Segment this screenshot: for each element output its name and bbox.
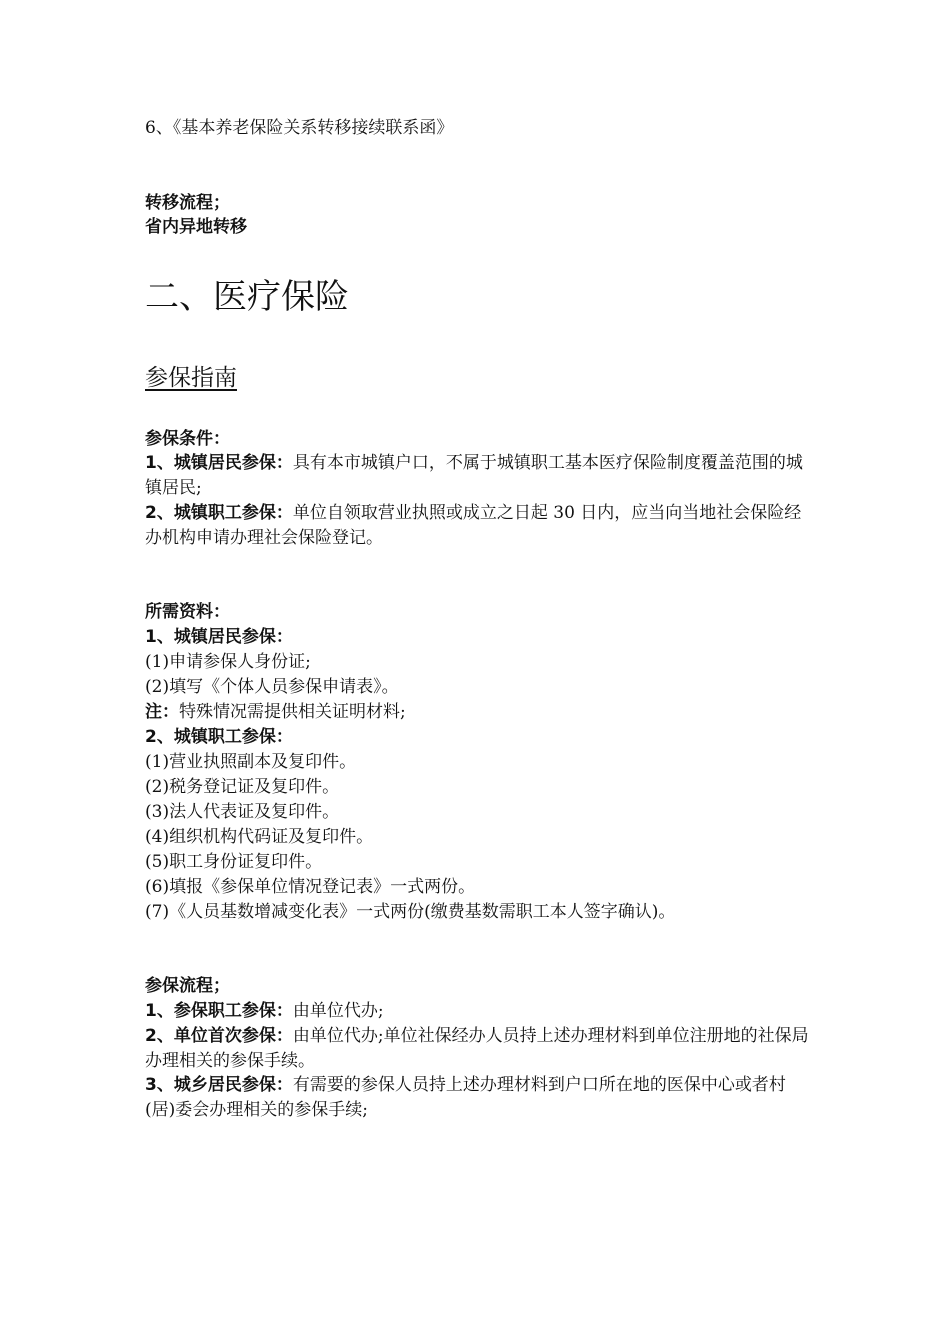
materials-note-lead: 注： (145, 702, 179, 722)
pension-item-6: 6、《基本养老保险关系转移接续联系函》 (145, 118, 454, 138)
materials-employee-item-6: (6)填报《参保单位情况登记表》一式两份。 (145, 877, 476, 897)
materials-note (145, 700, 406, 725)
materials-employee-item-3: (3)法人代表证及复印件。 (145, 802, 340, 822)
section-title-medical-insurance: 二、医疗保险 (145, 277, 349, 317)
condition-item-1-lead: 1、城镇居民参保： (145, 453, 293, 473)
condition-item-1 (145, 451, 810, 500)
guide-title: 参保指南 (145, 365, 237, 391)
process-item-2-text: 由单位代办;单位社保经办人员持上述办理材料到单位注册地的社保局办理相关的参保手续。 (145, 1026, 809, 1071)
process-item-3 (145, 1073, 810, 1122)
materials-employee-item-5: (5)职工身份证复印件。 (145, 852, 323, 872)
process-item-1 (145, 999, 384, 1024)
condition-item-2 (145, 501, 810, 550)
process-item-2-lead: 2、单位首次参保： (145, 1026, 293, 1046)
materials-resident-lead: 1、城镇居民参保： (145, 627, 293, 647)
materials-label: 所需资料： (145, 602, 230, 622)
materials-resident-item-1: (1)申请参保人身份证; (145, 652, 311, 672)
process-item-1-lead: 1、参保职工参保： (145, 1001, 293, 1021)
process-item-2 (145, 1024, 810, 1073)
materials-employee-item-7: (7)《人员基数增减变化表》一式两份(缴费基数需职工本人签字确认)。 (145, 902, 676, 922)
process-item-3-lead: 3、城乡居民参保： (145, 1075, 293, 1095)
materials-employee-item-2: (2)税务登记证及复印件。 (145, 777, 340, 797)
condition-item-2-text: 单位自领取营业执照或成立之日起 30 日内，应当向当地社会保险经办机构申请办理社会保险登记。 (145, 503, 802, 548)
materials-employee-lead: 2、城镇职工参保： (145, 727, 293, 747)
process-item-3-text: 有需要的参保人员持上述办理材料到户口所在地的医保中心或者村(居)委会办理相关的参保手续; (145, 1075, 786, 1120)
condition-item-1-text: 具有本市城镇户口，不属于城镇职工基本医疗保险制度覆盖范围的城镇居民; (145, 453, 803, 498)
conditions-label: 参保条件： (145, 429, 230, 449)
process-item-1-text: 由单位代办; (292, 1001, 384, 1021)
materials-resident-item-2: (2)填写《个体人员参保申请表》。 (145, 677, 399, 697)
materials-employee-item-4: (4)组织机构代码证及复印件。 (145, 827, 374, 847)
condition-item-2-lead: 2、城镇职工参保： (145, 503, 293, 523)
materials-employee-item-1: (1)营业执照副本及复印件。 (145, 752, 357, 772)
transfer-process-label: 转移流程； (145, 193, 230, 213)
materials-note-text: 特殊情况需提供相关证明材料; (179, 702, 406, 722)
transfer-within-province: 省内异地转移 (145, 217, 247, 237)
process-label: 参保流程； (145, 976, 230, 996)
